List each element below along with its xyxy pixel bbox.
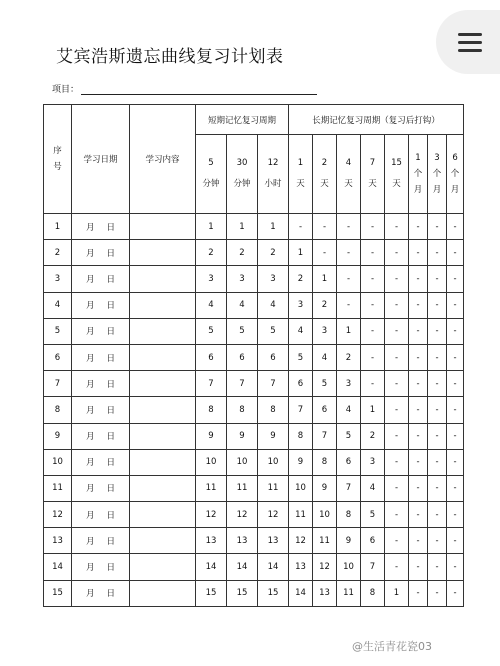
review-cell: 6: [361, 528, 385, 554]
review-cell: -: [447, 502, 464, 528]
review-cell: -: [447, 475, 464, 501]
header-study-content: 学习内容: [130, 105, 196, 214]
month-label: 月: [85, 222, 95, 233]
review-cell: 8: [337, 502, 361, 528]
review-cell: 2: [337, 344, 361, 370]
review-cell: -: [409, 449, 428, 475]
review-cell: -: [385, 344, 409, 370]
review-cell: -: [409, 318, 428, 344]
review-cell: -: [361, 344, 385, 370]
table-row: [44, 475, 464, 501]
review-cell: -: [361, 318, 385, 344]
day-label: 日: [106, 563, 115, 574]
review-cell: 7: [289, 397, 313, 423]
review-cell: 2: [258, 240, 289, 266]
review-cell: -: [428, 318, 447, 344]
review-cell: -: [428, 502, 447, 528]
review-cell: 8: [227, 397, 258, 423]
month-label: 月: [85, 327, 95, 338]
review-cell: -: [447, 240, 464, 266]
review-cell: -: [361, 371, 385, 397]
review-cell: -: [447, 292, 464, 318]
review-cell: 5: [227, 318, 258, 344]
seq-cell: 6: [44, 344, 72, 370]
month-label: 月: [85, 536, 95, 547]
study-content-cell[interactable]: [130, 266, 196, 292]
review-cell: -: [385, 449, 409, 475]
month-label: 月: [85, 379, 95, 390]
review-cell: 8: [361, 580, 385, 606]
study-content-cell[interactable]: [130, 423, 196, 449]
review-cell: -: [428, 554, 447, 580]
watermark: @生活青花瓷03: [352, 640, 432, 653]
study-content-cell[interactable]: [130, 580, 196, 606]
table-row: [44, 423, 464, 449]
study-date-cell[interactable]: [72, 318, 130, 344]
review-cell: -: [428, 292, 447, 318]
review-cell: 7: [361, 554, 385, 580]
review-cell: 8: [196, 397, 227, 423]
review-cell: -: [385, 371, 409, 397]
review-cell: 1: [361, 397, 385, 423]
review-cell: 11: [289, 502, 313, 528]
seq-cell: 2: [44, 240, 72, 266]
review-cell: -: [409, 528, 428, 554]
review-cell: -: [409, 554, 428, 580]
day-label: 日: [106, 458, 115, 469]
review-cell: 6: [289, 371, 313, 397]
review-cell: -: [428, 397, 447, 423]
review-cell: -: [385, 502, 409, 528]
review-cell: 10: [196, 449, 227, 475]
review-cell: -: [385, 554, 409, 580]
day-label: 日: [106, 301, 115, 312]
review-cell: 4: [361, 475, 385, 501]
review-cell: -: [385, 240, 409, 266]
review-cell: 11: [313, 528, 337, 554]
review-cell: 11: [258, 475, 289, 501]
review-cell: -: [361, 240, 385, 266]
review-cell: 2: [227, 240, 258, 266]
study-date-cell[interactable]: [72, 240, 130, 266]
seq-cell: 9: [44, 423, 72, 449]
review-cell: -: [428, 423, 447, 449]
study-date-cell[interactable]: [72, 554, 130, 580]
review-cell: 4: [289, 318, 313, 344]
review-cell: 11: [337, 580, 361, 606]
review-cell: 9: [313, 475, 337, 501]
review-cell: -: [409, 292, 428, 318]
review-cell: 5: [196, 318, 227, 344]
review-cell: -: [361, 292, 385, 318]
study-date-cell[interactable]: [72, 344, 130, 370]
review-cell: -: [289, 214, 313, 240]
review-cell: 8: [289, 423, 313, 449]
header-seq: 序 号: [44, 105, 72, 214]
seq-cell: 3: [44, 266, 72, 292]
study-content-cell[interactable]: [130, 397, 196, 423]
review-cell: 3: [196, 266, 227, 292]
review-cell: 15: [258, 580, 289, 606]
month-label: 月: [85, 589, 95, 600]
month-label: 月: [85, 274, 95, 285]
review-cell: -: [409, 214, 428, 240]
hamburger-menu-icon: [458, 41, 482, 44]
review-cell: -: [337, 214, 361, 240]
seq-cell: 1: [44, 214, 72, 240]
day-label: 日: [106, 353, 115, 364]
review-cell: -: [428, 449, 447, 475]
review-cell: 9: [289, 449, 313, 475]
review-cell: -: [447, 371, 464, 397]
study-date-cell[interactable]: [72, 502, 130, 528]
review-cell: 9: [337, 528, 361, 554]
study-date-cell[interactable]: [72, 266, 130, 292]
review-cell: 1: [313, 266, 337, 292]
review-cell: 5: [361, 502, 385, 528]
study-content-cell[interactable]: [130, 240, 196, 266]
study-content-cell[interactable]: [130, 344, 196, 370]
study-content-cell[interactable]: [130, 292, 196, 318]
table-row: [44, 292, 464, 318]
review-cell: 10: [313, 502, 337, 528]
study-date-cell[interactable]: [72, 580, 130, 606]
review-cell: 1: [258, 214, 289, 240]
header-short-term: 短期记忆复习周期: [196, 105, 289, 135]
review-cell: 7: [258, 371, 289, 397]
review-cell: 12: [313, 554, 337, 580]
review-cell: 12: [196, 502, 227, 528]
month-label: 月: [85, 405, 95, 416]
review-cell: 14: [227, 554, 258, 580]
day-label: 日: [106, 432, 115, 443]
review-cell: 4: [227, 292, 258, 318]
review-cell: 7: [313, 423, 337, 449]
review-cell: 3: [227, 266, 258, 292]
review-cell: -: [409, 423, 428, 449]
review-cell: 5: [289, 344, 313, 370]
review-cell: -: [385, 475, 409, 501]
review-cell: 7: [196, 371, 227, 397]
day-label: 日: [106, 589, 115, 600]
review-cell: -: [428, 475, 447, 501]
study-date-cell[interactable]: [72, 528, 130, 554]
header-4-day: 4 天: [337, 135, 361, 214]
review-cell: 6: [258, 344, 289, 370]
review-cell: -: [313, 214, 337, 240]
month-label: 月: [85, 510, 95, 521]
page-title: 艾宾浩斯遗忘曲线复习计划表: [56, 47, 284, 67]
table-row: [44, 502, 464, 528]
day-label: 日: [106, 327, 115, 338]
seq-cell: 5: [44, 318, 72, 344]
header-long-term: 长期记忆复习周期（复习后打钩）: [289, 105, 464, 135]
review-cell: -: [428, 344, 447, 370]
hamburger-menu-icon: [458, 33, 482, 36]
review-cell: 2: [361, 423, 385, 449]
review-cell: 15: [196, 580, 227, 606]
review-cell: -: [409, 475, 428, 501]
review-cell: -: [409, 502, 428, 528]
review-cell: 3: [313, 318, 337, 344]
review-cell: 2: [196, 240, 227, 266]
study-content-cell[interactable]: [130, 502, 196, 528]
review-cell: 1: [227, 214, 258, 240]
header-2-day: 2 天: [313, 135, 337, 214]
review-cell: -: [385, 214, 409, 240]
review-cell: 3: [289, 292, 313, 318]
review-cell: 8: [258, 397, 289, 423]
review-cell: 1: [289, 240, 313, 266]
table-row: [44, 554, 464, 580]
month-label: 月: [85, 301, 95, 312]
study-content-cell[interactable]: [130, 475, 196, 501]
seq-cell: 4: [44, 292, 72, 318]
review-cell: -: [447, 528, 464, 554]
review-cell: -: [385, 528, 409, 554]
review-cell: -: [385, 266, 409, 292]
day-label: 日: [106, 484, 115, 495]
review-cell: -: [337, 266, 361, 292]
table-row: [44, 449, 464, 475]
review-cell: 6: [337, 449, 361, 475]
review-cell: 13: [258, 528, 289, 554]
review-cell: -: [313, 240, 337, 266]
review-cell: -: [385, 318, 409, 344]
review-cell: -: [428, 214, 447, 240]
review-cell: -: [385, 292, 409, 318]
review-cell: 2: [289, 266, 313, 292]
seq-cell: 8: [44, 397, 72, 423]
review-cell: 5: [337, 423, 361, 449]
review-cell: -: [409, 344, 428, 370]
review-cell: -: [361, 214, 385, 240]
review-cell: -: [409, 371, 428, 397]
review-cell: 2: [313, 292, 337, 318]
review-cell: 8: [313, 449, 337, 475]
review-cell: 12: [227, 502, 258, 528]
month-label: 月: [85, 458, 95, 469]
hamburger-menu-icon: [458, 49, 482, 52]
table-row: [44, 580, 464, 606]
month-label: 月: [85, 484, 95, 495]
review-cell: -: [447, 344, 464, 370]
day-label: 日: [106, 222, 115, 233]
study-content-cell[interactable]: [130, 449, 196, 475]
month-label: 月: [85, 248, 95, 259]
review-cell: 1: [337, 318, 361, 344]
review-cell: -: [409, 266, 428, 292]
study-date-cell[interactable]: [72, 423, 130, 449]
study-content-cell[interactable]: [130, 214, 196, 240]
review-cell: -: [447, 554, 464, 580]
review-cell: 13: [227, 528, 258, 554]
day-label: 日: [106, 405, 115, 416]
table-row: [44, 240, 464, 266]
review-cell: 10: [289, 475, 313, 501]
header-1-day: 1 天: [289, 135, 313, 214]
table-row: [44, 214, 464, 240]
review-cell: 14: [289, 580, 313, 606]
review-cell: 11: [227, 475, 258, 501]
header-6-month: 6 个 月: [447, 135, 464, 214]
review-cell: 4: [337, 397, 361, 423]
header-3-month: 3 个 月: [428, 135, 447, 214]
review-cell: -: [447, 266, 464, 292]
study-date-cell[interactable]: [72, 449, 130, 475]
review-cell: -: [428, 528, 447, 554]
review-cell: 6: [313, 397, 337, 423]
review-cell: 13: [196, 528, 227, 554]
study-date-cell[interactable]: [72, 371, 130, 397]
project-label: 项目：: [52, 85, 80, 95]
review-cell: 4: [196, 292, 227, 318]
review-cell: 1: [196, 214, 227, 240]
table-row: [44, 397, 464, 423]
review-cell: 10: [258, 449, 289, 475]
review-cell: -: [409, 397, 428, 423]
header-1-month: 1 个 月: [409, 135, 428, 214]
review-cell: -: [337, 292, 361, 318]
review-cell: 3: [337, 371, 361, 397]
seq-cell: 11: [44, 475, 72, 501]
seq-cell: 14: [44, 554, 72, 580]
review-cell: 11: [196, 475, 227, 501]
review-cell: 4: [258, 292, 289, 318]
study-content-cell[interactable]: [130, 371, 196, 397]
table-row: [44, 371, 464, 397]
review-cell: 10: [227, 449, 258, 475]
review-cell: 13: [313, 580, 337, 606]
review-cell: 9: [196, 423, 227, 449]
review-cell: 7: [337, 475, 361, 501]
table-row: [44, 344, 464, 370]
review-cell: -: [447, 580, 464, 606]
review-cell: -: [409, 240, 428, 266]
review-cell: -: [447, 214, 464, 240]
header-study-date: 学习日期: [72, 105, 130, 214]
review-cell: -: [447, 449, 464, 475]
table-row: [44, 528, 464, 554]
header-30-min: 30 分钟: [227, 135, 258, 214]
review-cell: 13: [289, 554, 313, 580]
header-15-day: 15 天: [385, 135, 409, 214]
review-cell: 15: [227, 580, 258, 606]
review-cell: 9: [258, 423, 289, 449]
day-label: 日: [106, 536, 115, 547]
review-cell: -: [428, 580, 447, 606]
month-label: 月: [85, 563, 95, 574]
review-cell: -: [447, 423, 464, 449]
review-cell: -: [428, 240, 447, 266]
review-cell: 14: [196, 554, 227, 580]
seq-cell: 10: [44, 449, 72, 475]
study-content-cell[interactable]: [130, 318, 196, 344]
review-cell: 5: [313, 371, 337, 397]
review-cell: -: [409, 580, 428, 606]
seq-cell: 15: [44, 580, 72, 606]
review-cell: 14: [258, 554, 289, 580]
review-cell: -: [428, 266, 447, 292]
study-date-cell[interactable]: [72, 397, 130, 423]
seq-cell: 12: [44, 502, 72, 528]
review-cell: -: [447, 397, 464, 423]
review-cell: 9: [227, 423, 258, 449]
header-5-min: 5 分钟: [196, 135, 227, 214]
review-cell: -: [428, 371, 447, 397]
review-cell: 6: [196, 344, 227, 370]
review-cell: -: [337, 240, 361, 266]
month-label: 月: [85, 432, 95, 443]
review-cell: -: [447, 318, 464, 344]
menu-button[interactable]: [436, 10, 500, 74]
project-blank-line: [81, 84, 317, 95]
review-cell: -: [385, 397, 409, 423]
day-label: 日: [106, 510, 115, 521]
study-content-cell[interactable]: [130, 554, 196, 580]
review-cell: -: [361, 266, 385, 292]
study-date-cell[interactable]: [72, 214, 130, 240]
review-cell: 4: [313, 344, 337, 370]
seq-cell: 7: [44, 371, 72, 397]
review-plan-table: [43, 104, 464, 607]
study-content-cell[interactable]: [130, 528, 196, 554]
review-cell: -: [385, 423, 409, 449]
review-cell: 10: [337, 554, 361, 580]
table-row: [44, 318, 464, 344]
month-label: 月: [85, 353, 95, 364]
review-cell: 12: [289, 528, 313, 554]
seq-cell: 13: [44, 528, 72, 554]
review-cell: 6: [227, 344, 258, 370]
review-cell: 7: [227, 371, 258, 397]
study-date-cell[interactable]: [72, 292, 130, 318]
review-cell: 3: [361, 449, 385, 475]
study-date-cell[interactable]: [72, 475, 130, 501]
day-label: 日: [106, 274, 115, 285]
table-row: [44, 266, 464, 292]
review-cell: 1: [385, 580, 409, 606]
header-7-day: 7 天: [361, 135, 385, 214]
header-12-hour: 12 小时: [258, 135, 289, 214]
review-cell: 12: [258, 502, 289, 528]
day-label: 日: [106, 248, 115, 259]
day-label: 日: [106, 379, 115, 390]
project-field: [52, 82, 317, 95]
review-cell: 5: [258, 318, 289, 344]
review-cell: 3: [258, 266, 289, 292]
